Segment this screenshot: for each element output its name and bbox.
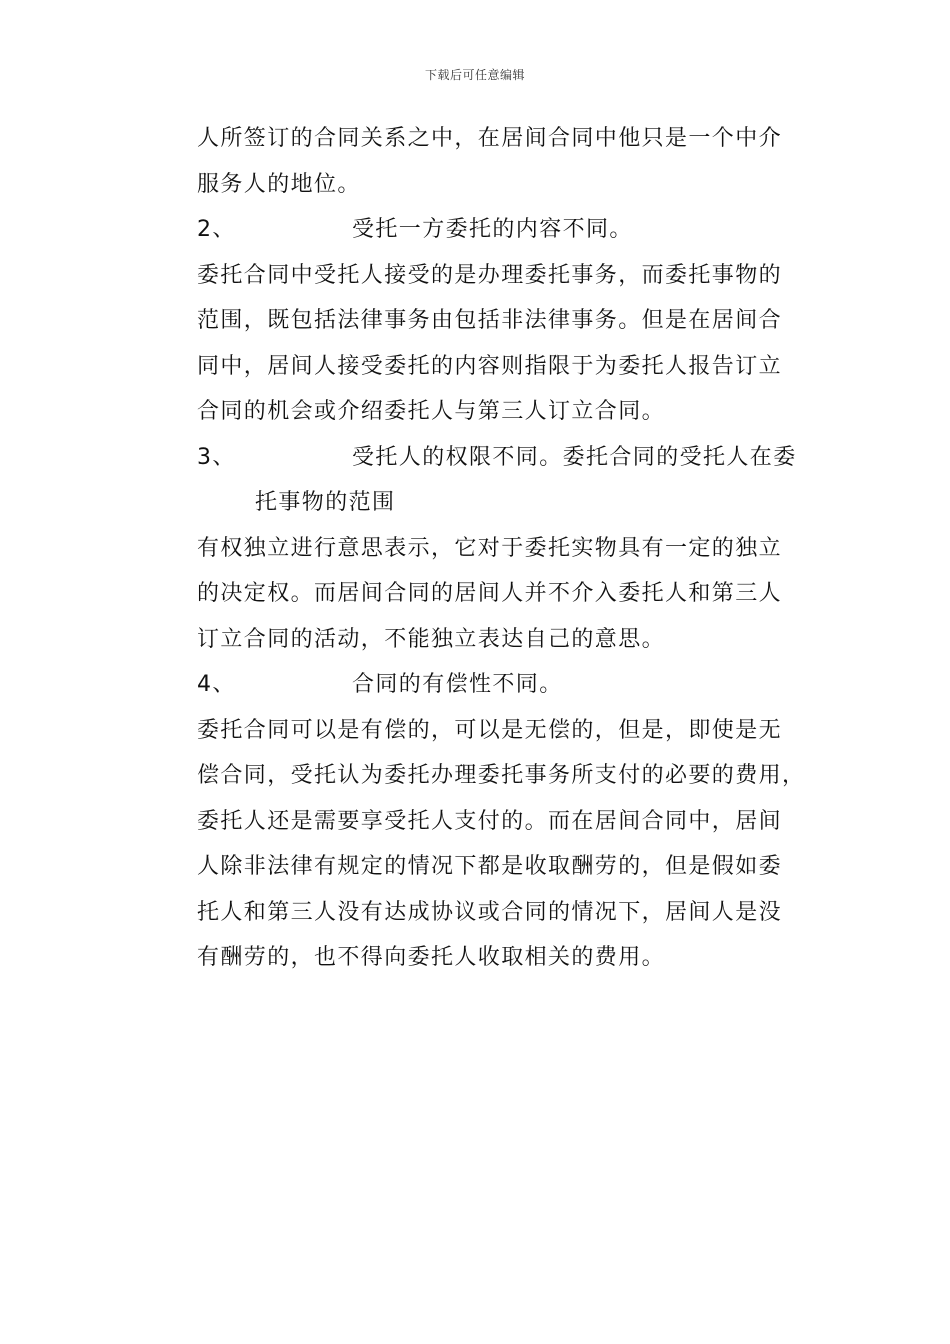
body-line: 订立合同的活动，不能独立表达自己的意思。 [197,626,666,652]
section-title: 受托一方委托的内容不同。 [352,217,633,242]
section-number: 3、 [197,444,236,470]
section-heading-3 [197,435,807,481]
section-title-continuation: 托事物的范围 [255,490,396,515]
document-body [197,116,807,981]
body-line: 范围，既包括法律事务由包括非法律事务。但是在居间合 [197,308,783,333]
body-line: 有权独立进行意思表示，它对于委托实物具有一定的独立 [197,535,783,561]
body-line: 委托合同中受托人接受的是办理委托事务，而委托事物的 [197,262,783,288]
body-line: 的决定权。而居间合同的居间人并不介入委托人和第三人 [197,581,783,606]
section-number: 2、 [197,217,236,242]
body-line: 委托合同可以是有偿的，可以是无偿的，但是，即使是无 [197,717,783,743]
page-header-note: 下载后可任意编辑 [424,68,525,82]
body-line: 偿合同，受托认为委托办理委托事务所支付的必要的费用， [197,763,806,788]
section-heading-2 [197,207,807,253]
body-line: 有酬劳的，也不得向委托人收取相关的费用。 [197,945,666,970]
body-line: 委托人还是需要享受托人支付的。而在居间合同中，居间 [197,808,783,834]
body-line: 同中，居间人接受委托的内容则指限于为委托人报告订立 [197,353,783,379]
section-title: 受托人的权限不同。委托合同的受托人在委 [352,444,797,470]
section-heading-4 [197,662,807,708]
section-number: 4、 [197,672,236,697]
body-line: 人所签订的合同关系之中，在居间合同中他只是一个中介 [197,126,783,151]
body-line: 人除非法律有规定的情况下都是收取酬劳的，但是假如委 [197,854,783,879]
body-line: 服务人的地位。 [197,171,361,197]
section-title: 合同的有偿性不同。 [352,672,563,697]
body-line: 托人和第三人没有达成协议或合同的情况下，居间人是没 [197,899,783,925]
body-line: 合同的机会或介绍委托人与第三人订立合同。 [197,399,666,424]
